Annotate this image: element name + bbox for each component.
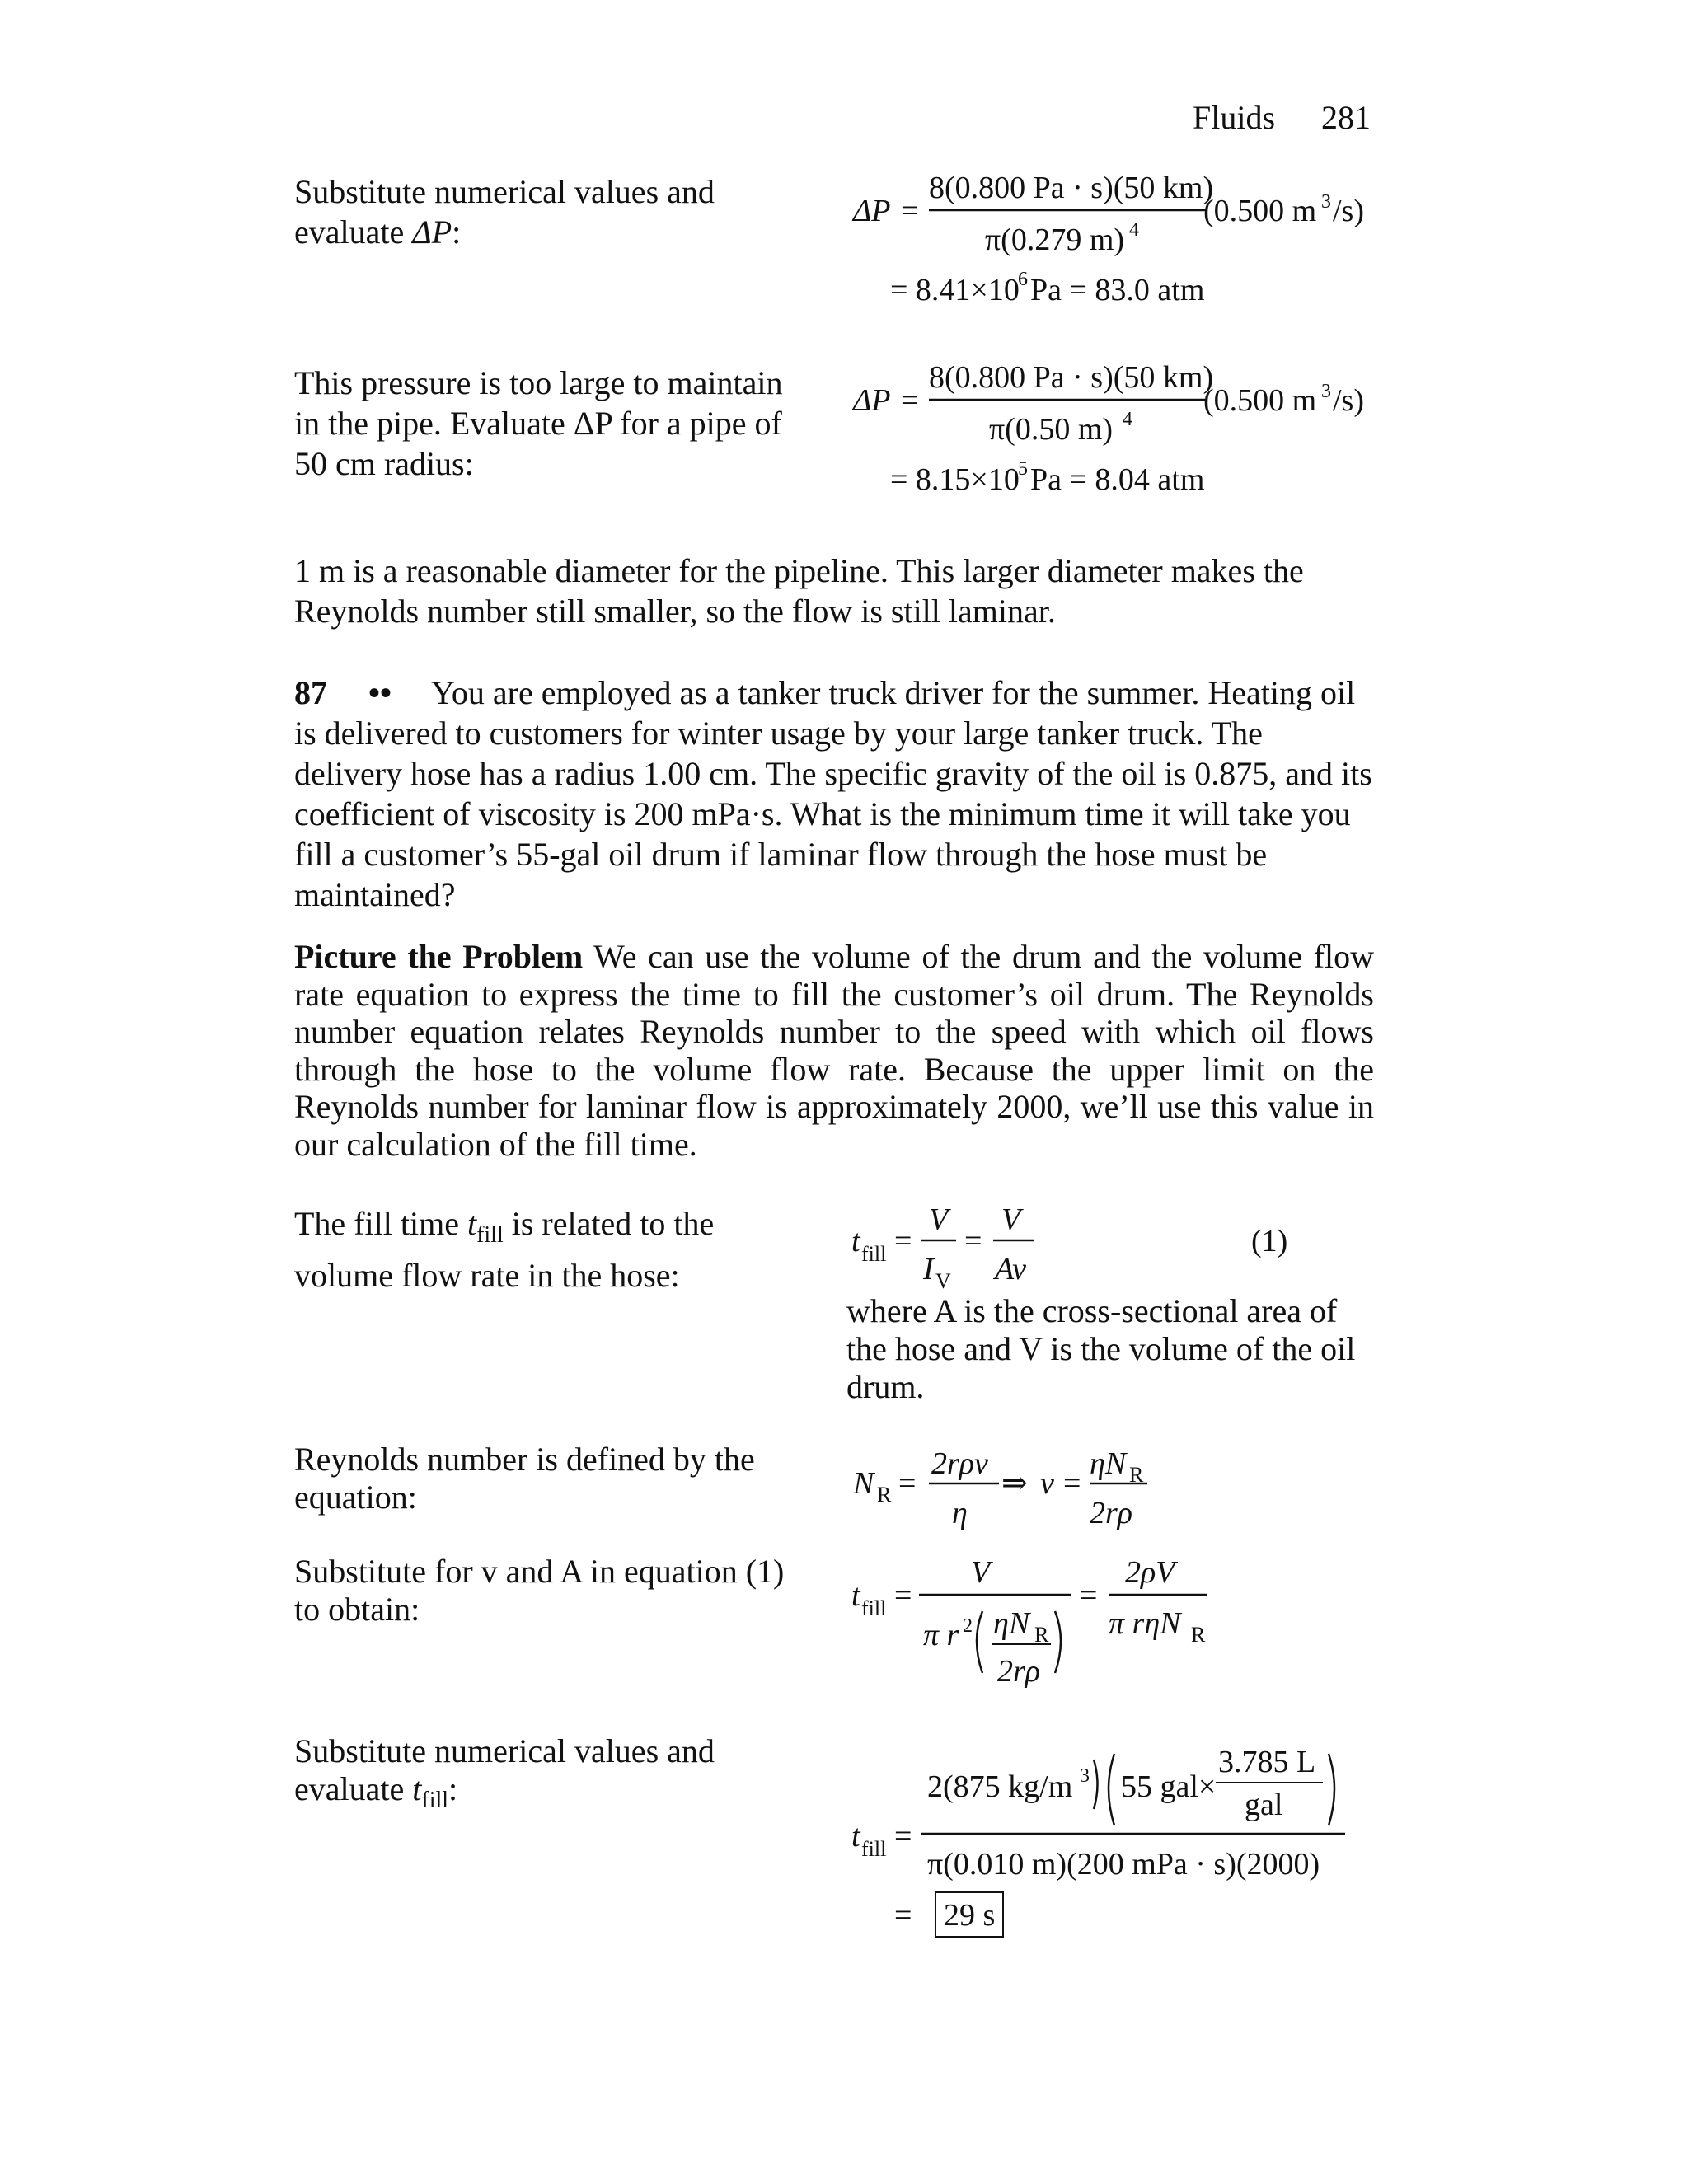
svg-text:fill: fill [861, 1837, 887, 1861]
svg-text:V: V [929, 1202, 949, 1237]
svg-text:Av: Av [995, 1252, 1026, 1286]
picture-heading: Picture the Problem [294, 938, 584, 975]
block1-label-line2: evaluate ΔP: [294, 213, 462, 251]
svg-text:R: R [1191, 1623, 1206, 1647]
step1-label-line2: volume flow rate in the hose: [294, 1257, 680, 1294]
block2-label [294, 363, 782, 484]
problem-statement [294, 673, 1374, 915]
svg-text:=: = [898, 1466, 917, 1501]
block2-result-exp: 5 [1018, 458, 1028, 480]
step4-label-line1: Substitute numerical values and [294, 1732, 715, 1769]
equals-sign: = [901, 194, 919, 228]
svg-text:t: t [851, 1578, 860, 1613]
svg-text:t: t [851, 1819, 860, 1854]
svg-text:R: R [877, 1483, 892, 1507]
step1-note-line3: drum. [846, 1368, 925, 1405]
block1-lhs: ΔP [853, 194, 891, 228]
problem-number: 87 [294, 674, 327, 711]
block1-result-exp: 6 [1018, 269, 1028, 290]
step2-label-line1: Reynolds number is defined by the [294, 1441, 755, 1478]
svg-text:=: = [894, 1898, 912, 1933]
svg-text:π rηN: π rηN [1109, 1606, 1181, 1641]
svg-text:=: = [894, 1224, 912, 1258]
svg-text:V: V [935, 1269, 951, 1293]
block1-result: = 8.41×10 [890, 273, 1020, 307]
final-answer: 29 s [944, 1898, 996, 1933]
block2-denominator: π(0.50 m) [989, 412, 1114, 447]
conversion-numerator: 3.785 L [1218, 1745, 1316, 1779]
svg-text:v: v [1040, 1466, 1054, 1501]
block2-numerator: 8(0.800 Pa · s)(50 km) [929, 360, 1214, 395]
equals-sign: = [901, 383, 919, 418]
problem-text: You are employed as a tanker truck driver for the summer. Heating oil is delivered to customers for winter usage by your large tanker truck. The delivery hose has a radius 1.00 cm. The specific gravity of the oil is 0.875, and its coefficient of viscosity is 200 mPa·s. What is the minimum time it will take you fill a customer’s 55-gal oil drum if laminar flow through the hose must be maintained? [294, 674, 1372, 913]
conclusion [294, 551, 1374, 631]
difficulty-dots: •• [368, 674, 392, 711]
svg-text:ηN: ηN [993, 1606, 1030, 1641]
answer-box [935, 1892, 1003, 1937]
block1-factor-end: /s) [1333, 194, 1364, 228]
block2-result: = 8.15×10 [890, 462, 1020, 497]
svg-text:3: 3 [1080, 1765, 1090, 1787]
block1-factor: (0.500 m [1203, 194, 1317, 228]
svg-text:N: N [853, 1466, 874, 1501]
block2-lhs: ΔP [853, 383, 891, 418]
svg-text:R: R [1034, 1623, 1049, 1647]
step1-label-line1: The fill time $t_{fill}$ is related to the [294, 1205, 715, 1248]
block1-label [294, 171, 715, 252]
svg-text:=: = [964, 1224, 982, 1258]
block2-factor: (0.500 m [1203, 383, 1317, 418]
block1-numerator: 8(0.800 Pa · s)(50 km) [929, 171, 1214, 205]
numerator-volume: 55 gal× [1121, 1769, 1217, 1804]
step1-note-line1: where A is the cross-sectional area of [846, 1292, 1338, 1329]
step4-label [294, 1732, 715, 1820]
svg-text:R: R [1129, 1463, 1144, 1487]
step4-label-line2: evaluate $t_{fill}$: [294, 1770, 458, 1813]
svg-text:I: I [923, 1252, 934, 1286]
block1-label-line1: Substitute numerical values and [294, 173, 715, 210]
block2-label-line1: This pressure is too large to maintain [294, 364, 783, 401]
svg-text:=: = [894, 1578, 912, 1613]
svg-text:2rρ: 2rρ [1090, 1496, 1133, 1530]
step1-label [294, 1203, 714, 1296]
conversion-denominator: gal [1245, 1788, 1283, 1822]
page-number: 281 [1321, 99, 1371, 136]
svg-text:=: = [1080, 1578, 1098, 1613]
block2-result-end: Pa = 8.04 atm [1030, 462, 1205, 497]
svg-text:V: V [971, 1555, 991, 1590]
block1-den-exp: 4 [1129, 219, 1139, 241]
block2-label-line2: in the pipe. Evaluate ΔP for a pipe of [294, 405, 782, 442]
svg-text:fill: fill [861, 1596, 887, 1620]
block1-result-end: Pa = 83.0 atm [1030, 273, 1205, 307]
final-denominator: π(0.010 m)(200 mPa · s)(2000) [927, 1847, 1320, 1882]
svg-text:π r: π r [923, 1618, 959, 1652]
svg-text:=: = [894, 1819, 912, 1854]
block2-label-line3: 50 cm radius: [294, 445, 474, 482]
svg-text:ηN: ηN [1090, 1446, 1127, 1481]
block1-factor-exp: 3 [1321, 191, 1331, 213]
svg-text:2rρv: 2rρv [931, 1446, 988, 1481]
step1-note-line2: the hose and V is the volume of the oil [846, 1330, 1356, 1367]
block2-factor-exp: 3 [1321, 381, 1331, 402]
svg-text:2ρV: 2ρV [1125, 1555, 1175, 1590]
block1-denominator: π(0.279 m) [985, 223, 1125, 257]
conclusion-line2: Reynolds number still smaller, so the flow is still laminar. [294, 593, 1056, 630]
svg-text:V: V [1001, 1202, 1021, 1237]
svg-text:fill: fill [861, 1242, 887, 1266]
svg-text:=: = [1063, 1466, 1081, 1501]
step2-label [294, 1441, 755, 1516]
step3-label-line2: to obtain: [294, 1591, 420, 1628]
numerator-density: 2(875 kg/m [927, 1769, 1073, 1804]
step3-label-line1: Substitute for v and A in equation (1) [294, 1553, 785, 1590]
svg-text:t: t [851, 1224, 860, 1258]
picture-the-problem [294, 938, 1374, 1163]
svg-text:2rρ: 2rρ [997, 1654, 1041, 1689]
step3-label [294, 1553, 784, 1629]
step1-note [846, 1292, 1355, 1406]
equation-number: (1) [1251, 1224, 1288, 1258]
block2-den-exp: 4 [1123, 409, 1132, 430]
block2-factor-end: /s) [1333, 383, 1364, 418]
svg-text:2: 2 [963, 1615, 973, 1637]
svg-text:⇒: ⇒ [1001, 1466, 1028, 1501]
step2-label-line2: equation: [294, 1479, 417, 1516]
conclusion-line1: 1 m is a reasonable diameter for the pipeline. This larger diameter makes the [294, 552, 1304, 589]
picture-text: We can use the volume of the drum and the volume flow rate equation to express the time to fill the customer’s oil drum. The Reynolds number equation relates Reynolds number to the speed with which oil flows through the hose to the volume flow rate. Because the upper limit on the Reynolds number for laminar flow is approximately 2000, we’ll use this value in our calculation of the fill time. [294, 938, 1374, 1163]
running-head-title: Fluids [1193, 99, 1276, 136]
svg-text:η: η [952, 1496, 968, 1530]
